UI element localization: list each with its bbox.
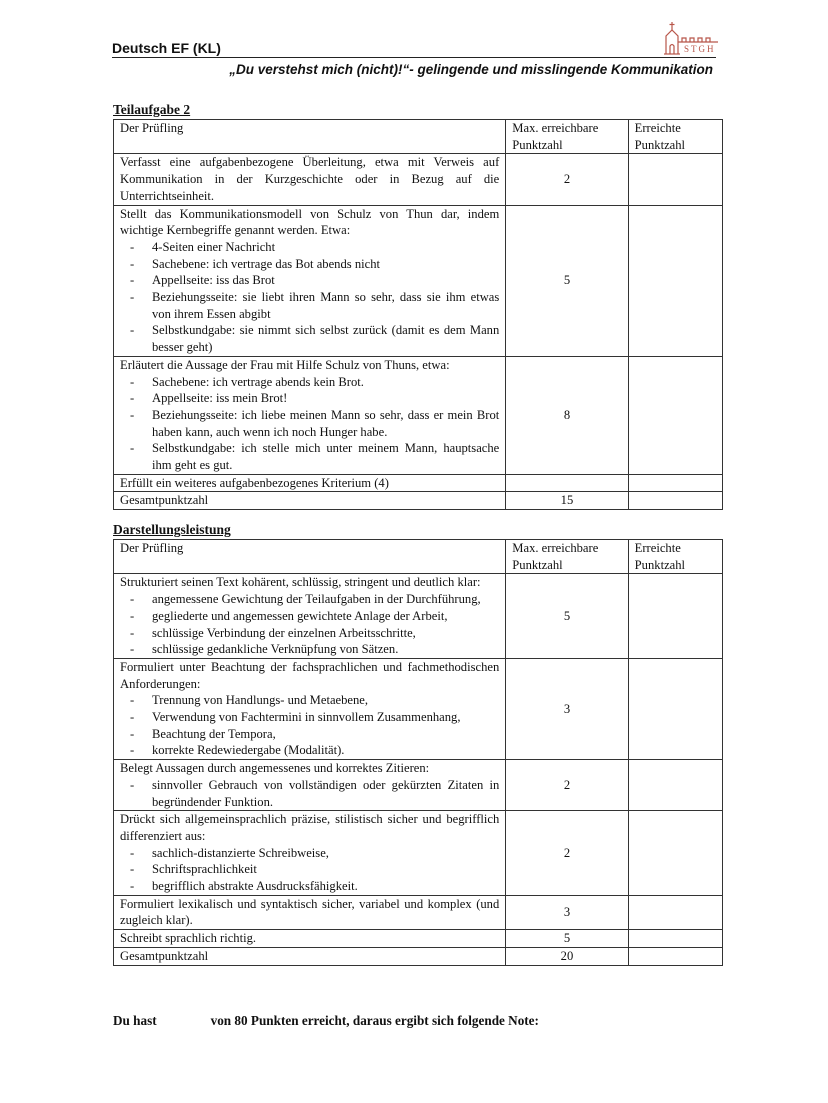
table-header-row — [114, 540, 723, 574]
criterion-cell — [114, 154, 506, 205]
criterion-cell — [114, 811, 506, 896]
criterion-text: Belegt Aussagen durch angemessenes und korrektes Zitieren: — [120, 761, 430, 776]
list-item: - Beziehungsseite: ich liebe meinen Mann so sehr, dass er mein Brot haben kann, auch wenn ich noch Hunger habe. — [120, 407, 499, 440]
list-item: - Beziehungsseite: sie liebt ihren Mann so sehr, dass sie ihm etwas von ihrem Essen abgibt — [120, 289, 499, 322]
table-row — [114, 760, 723, 811]
table-row — [114, 356, 723, 474]
max-points-cell: 2 — [506, 811, 628, 896]
criterion-list — [120, 374, 499, 474]
list-item: - Beachtung der Tempora, — [120, 726, 499, 743]
topic-subtitle: „Du verstehst mich (nicht)!“- gelingende und misslingende Kommunikation — [229, 62, 713, 77]
criterion-text: Erläutert die Aussage der Frau mit Hilfe Schulz von Thuns, etwa: — [120, 357, 450, 372]
table-row — [114, 658, 723, 759]
table-row — [114, 154, 723, 205]
criterion-cell — [114, 474, 506, 492]
criterion-cell — [114, 930, 506, 948]
list-item: - Trennung von Handlungs- und Metaebene, — [120, 692, 499, 709]
list-item: - schlüssige gedankliche Verknüpfung von Sätzen. — [120, 641, 499, 658]
list-item: - Sachebene: ich vertrage abends kein Brot. — [120, 374, 499, 391]
achieved-points-cell[interactable] — [628, 658, 722, 759]
achieved-points-cell[interactable] — [628, 895, 722, 929]
achieved-points-header: Erreichte Punktzahl — [628, 540, 722, 574]
table-row — [114, 947, 723, 965]
list-item: - angemessene Gewichtung der Teilaufgaben in der Durchführung, — [120, 591, 499, 608]
achieved-points-cell[interactable] — [628, 154, 722, 205]
max-points-cell: 5 — [506, 930, 628, 948]
achieved-points-cell[interactable] — [628, 356, 722, 474]
achieved-points-cell[interactable] — [628, 811, 722, 896]
header-rule — [112, 57, 716, 58]
list-item: - Appellseite: iss das Brot — [120, 272, 499, 289]
criterion-cell — [114, 356, 506, 474]
achieved-points-header: Erreichte Punktzahl — [628, 120, 722, 154]
criterion-text: Drückt sich allgemeinsprachlich präzise, stilistisch sicher und begrifflich differenziert aus: — [120, 812, 500, 843]
criterion-text: Formuliert lexikalisch und syntaktisch sicher, variabel und komplex (und zugleich klar). — [120, 896, 500, 928]
max-points-cell: 2 — [506, 760, 628, 811]
list-item: - Sachebene: ich vertrage das Bot abends nicht — [120, 256, 499, 273]
list-item: - 4-Seiten einer Nachricht — [120, 239, 499, 256]
teilaufgabe-table — [113, 119, 723, 510]
criterion-text: Erfüllt ein weiteres aufgabenbezogenes Kriterium (4) — [120, 475, 389, 490]
criterion-text: Formuliert unter Beachtung der fachsprachlichen und fachmethodischen Anforderungen: — [120, 659, 500, 691]
max-points-cell: 20 — [506, 947, 628, 965]
course-title: Deutsch EF (KL) — [112, 40, 221, 56]
criterion-cell — [114, 895, 506, 929]
table-row — [114, 895, 723, 929]
criterion-text: Gesamtpunktzahl — [120, 493, 209, 508]
list-item: - Selbstkundgabe: ich stelle mich unter meinem Mann, hauptsache ihm geht es gut. — [120, 440, 499, 473]
achieved-points-cell[interactable] — [628, 574, 722, 659]
criterion-list — [120, 591, 499, 658]
criterion-header: Der Prüfling — [114, 120, 506, 154]
criterion-cell — [114, 205, 506, 356]
logo-text: STGH — [684, 44, 716, 54]
criterion-list — [120, 777, 499, 810]
list-item: - sachlich-distanzierte Schreibweise, — [120, 845, 499, 862]
list-item: - Schriftsprachlichkeit — [120, 861, 499, 878]
criterion-cell — [114, 574, 506, 659]
achieved-points-cell[interactable] — [628, 930, 722, 948]
list-item: - gegliederte und angemessen gewichtete Anlage der Arbeit, — [120, 608, 499, 625]
list-item: - Appellseite: iss mein Brot! — [120, 390, 499, 407]
achieved-points-cell[interactable] — [628, 760, 722, 811]
list-item: - Selbstkundgabe: sie nimmt sich selbst zurück (damit es dem Mann besser geht) — [120, 322, 499, 355]
criterion-text: Strukturiert seinen Text kohärent, schlüssig, stringent und deutlich klar: — [120, 575, 481, 590]
criterion-header: Der Prüfling — [114, 540, 506, 574]
criterion-cell — [114, 947, 506, 965]
criterion-text: Schreibt sprachlich richtig. — [120, 931, 257, 946]
max-points-header: Max. erreichbare Punktzahl — [506, 120, 628, 154]
criterion-list — [120, 692, 499, 759]
list-item: - sinnvoller Gebrauch von vollständigen oder gekürzten Zitaten in begründender Funktion. — [120, 777, 499, 810]
table-row — [114, 811, 723, 896]
result-rest: von 80 Punkten erreicht, daraus ergibt sich folgende Note: — [210, 1013, 539, 1028]
table-row — [114, 930, 723, 948]
table-row — [114, 205, 723, 356]
list-item: - schlüssige Verbindung der einzelnen Arbeitsschritte, — [120, 625, 499, 642]
criterion-text: Verfasst eine aufgabenbezogene Überleitung, etwa mit Verweis auf Kommunikation in der Kurzgeschichte oder in Bezug auf die Unterrichtseinheit. — [120, 155, 500, 203]
criterion-text: Gesamtpunktzahl — [120, 948, 209, 963]
max-points-header: Max. erreichbare Punktzahl — [506, 540, 628, 574]
table-row — [114, 574, 723, 659]
max-points-cell: 3 — [506, 658, 628, 759]
criterion-cell — [114, 760, 506, 811]
max-points-cell: 3 — [506, 895, 628, 929]
achieved-points-cell[interactable] — [628, 492, 722, 510]
darstellung-table — [113, 539, 723, 966]
result-lead: Du hast — [113, 1013, 157, 1028]
max-points-cell — [506, 474, 628, 492]
list-item: - begrifflich abstrakte Ausdrucksfähigkeit. — [120, 878, 499, 895]
criterion-list — [120, 845, 499, 895]
achieved-points-cell[interactable] — [628, 474, 722, 492]
darstellung-heading: Darstellungsleistung — [113, 522, 231, 537]
max-points-cell: 2 — [506, 154, 628, 205]
list-item: - Verwendung von Fachtermini in sinnvollem Zusammenhang, — [120, 709, 499, 726]
table-row — [114, 492, 723, 510]
max-points-cell: 5 — [506, 574, 628, 659]
achieved-points-cell[interactable] — [628, 205, 722, 356]
max-points-cell: 5 — [506, 205, 628, 356]
achieved-points-cell[interactable] — [628, 947, 722, 965]
table-row — [114, 474, 723, 492]
result-sentence — [113, 1013, 539, 1029]
teilaufgabe-heading: Teilaufgabe 2 — [113, 102, 191, 117]
criterion-cell — [114, 658, 506, 759]
criterion-text: Stellt das Kommunikationsmodell von Schulz von Thun dar, indem wichtige Kernbegriffe genannt werden. Etwa: — [120, 206, 500, 238]
criterion-cell — [114, 492, 506, 510]
table-header-row — [114, 120, 723, 154]
max-points-cell: 15 — [506, 492, 628, 510]
max-points-cell: 8 — [506, 356, 628, 474]
criterion-list — [120, 239, 499, 356]
list-item: - korrekte Redewiedergabe (Modalität). — [120, 742, 499, 759]
